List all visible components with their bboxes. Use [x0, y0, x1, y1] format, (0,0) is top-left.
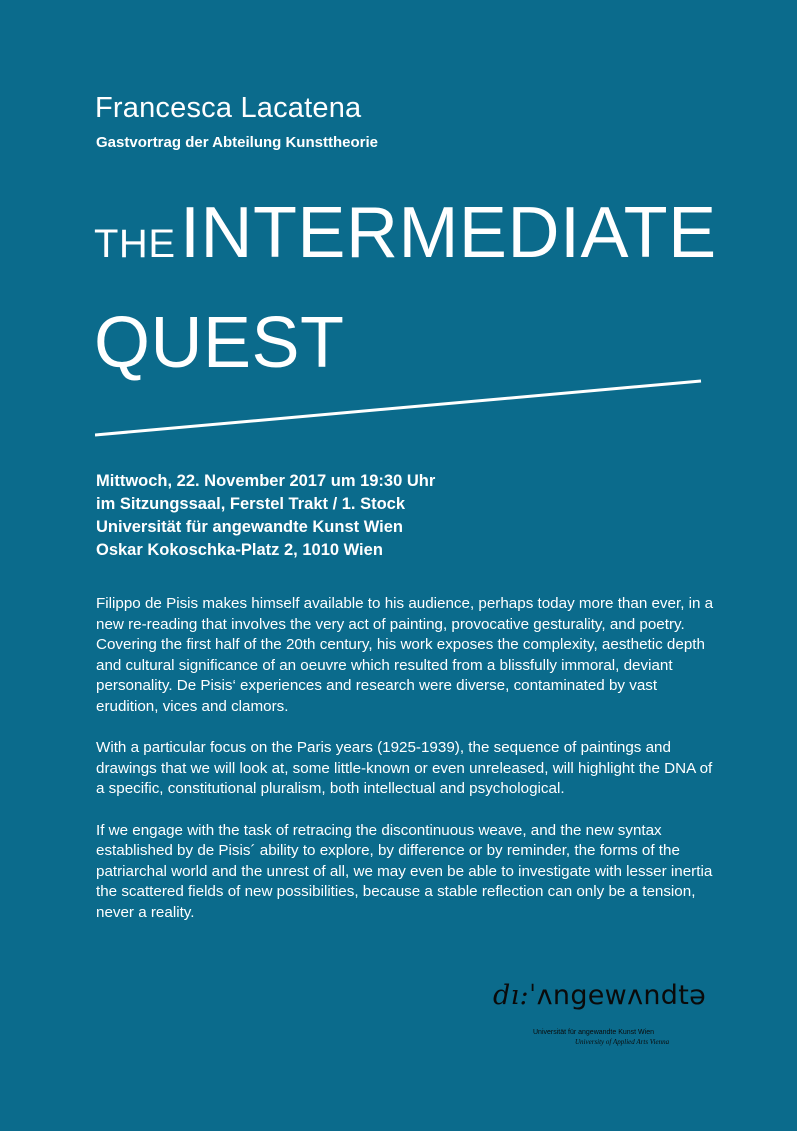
lecture-subtitle: Gastvortrag der Abteilung Kunsttheorie [96, 134, 378, 151]
event-institution: Universität für angewandte Kunst Wien [96, 518, 403, 536]
abstract-paragraph-2: With a particular focus on the Paris years (1925-1939), the sequence of paintings and drawings that we will look at, some little-known or even unreleased, will highlight the DNA of a specific, constitutional pluralism, both intellectual and psychological. [96, 739, 713, 798]
abstract-paragraph-1: Filippo de Pisis makes himself available to his audience, perhaps today more than ever, in a new re-reading that involves the very act of painting, provocative gesturality, and poetry. Covering the first half of the 20th century, his work exposes the complexity, aesthetic depth and cultural significance of an oeuvre which resulted from a blissfully immoral, deviant personality. De Pisis‘ experiences and research were diverse, contaminated by vast erudition, vices and clamors. [96, 595, 714, 715]
title-prefix: THE [94, 222, 176, 266]
page-title [94, 188, 717, 388]
event-address: Oskar Kokoschka-Platz 2, 1010 Wien [96, 541, 383, 559]
event-details [96, 470, 435, 562]
logo-university-english: University of Applied Arts Vienna [575, 1038, 670, 1046]
title-line-1 [94, 188, 717, 298]
abstract-paragraph-3: If we engage with the task of retracing the discontinuous weave, and the new syntax established by de Pisis´ ability to explore, by difference or by reminder, the forms of the patriarchal world and the unrest of all, we may even be able to investigate with lesser inertia the scattered fields of new possibilities, because a stable reflection can only be a tension, never a reality. [96, 821, 713, 921]
title-line-2: QUEST [94, 303, 345, 383]
event-date: Mittwoch, 22. November 2017 um 19:30 Uhr [96, 472, 436, 490]
angewandte-logo [493, 980, 708, 1050]
diagonal-divider [95, 378, 705, 440]
event-room: im Sitzungssaal, Ferstel Trakt / 1. Stock [96, 495, 406, 513]
logo-wordmark: dı:ˈʌngewʌndtə [493, 980, 706, 1011]
abstract [96, 594, 716, 944]
speaker-name: Francesca Lacatena [95, 92, 362, 124]
logo-university-german: Universität für angewandte Kunst Wien [533, 1029, 655, 1036]
title-main-word: INTERMEDIATE [179, 193, 717, 273]
